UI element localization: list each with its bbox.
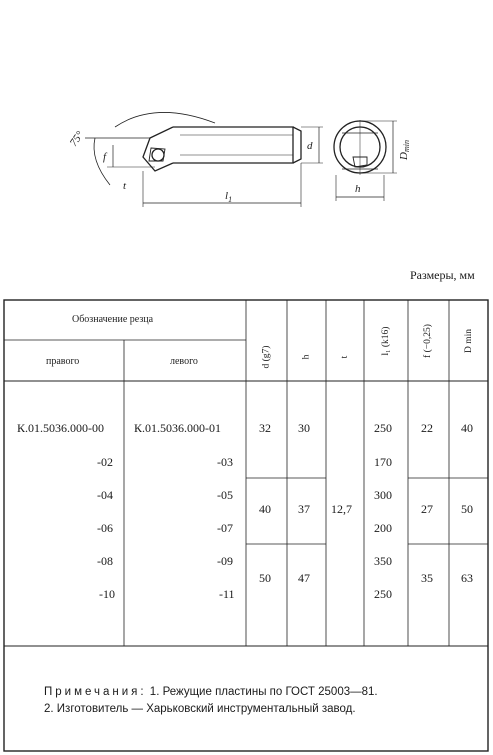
col-d-header: d (g7) [261,345,272,369]
row-2-left: -03 [217,455,233,469]
col-left-header: левого [170,356,198,367]
t-value: 12,7 [331,502,352,516]
row-1-right: К.01.5036.000-00 [17,421,104,435]
col-t-header: t [340,355,350,359]
row-5-l1: 350 [374,554,392,568]
row-4-l1: 200 [374,521,392,535]
f-label: f [103,151,107,163]
row-6-right: -10 [99,587,115,601]
row-2-right: -02 [97,455,113,469]
group-3-h: 47 [298,571,310,585]
row-4-left: -07 [217,521,233,535]
row-1-left: К.01.5036.000-01 [134,421,221,435]
col-dmin-header: D min [464,329,474,354]
group-2-d: 40 [259,502,271,516]
group-2-f: 27 [421,502,433,516]
row-4-right: -06 [97,521,113,535]
group-1-h: 30 [298,421,310,435]
row-5-right: -08 [97,554,113,568]
footnote [44,684,378,718]
h-label: h [355,183,361,195]
d-label: d [307,140,313,152]
note-label: Примечания: [44,686,147,698]
row-2-l1: 170 [374,455,392,469]
row-6-l1: 250 [374,587,392,601]
col-l1-header: l₁ (k16) [381,326,391,356]
col-h-header: h [301,354,312,360]
row-6-left: -11 [219,587,235,601]
units-label: Размеры, мм [410,268,475,282]
group-1-d: 32 [259,421,271,435]
row-3-right: -04 [97,488,113,502]
row-5-left: -09 [217,554,233,568]
group-2-dmin: 50 [461,502,473,516]
row-3-l1: 300 [374,488,392,502]
group-3-dmin: 63 [461,571,473,585]
l1-label: $l_1$ [225,190,233,204]
group-1-dmin: 40 [461,421,473,435]
row-1-l1: 250 [374,421,392,435]
group-2-h: 37 [298,502,310,516]
group-3-f: 35 [421,571,433,585]
group-3-d: 50 [259,571,271,585]
angle-label: 75° [67,129,87,149]
row-3-left: -05 [217,488,233,502]
group-1-f: 22 [421,421,433,435]
dmin-label: Dmin [398,140,411,160]
col-right-header: правого [46,356,80,367]
note-line-2: 2. Изготовитель — Харьковский инструментальный завод. [44,703,356,715]
note-line-1: 1. Режущие пластины по ГОСТ 25003—81. [149,686,378,698]
col-f-header: f (−0,25) [423,324,433,358]
header-group-label: Обозначение резца [72,314,154,325]
t-label: t [123,180,127,192]
